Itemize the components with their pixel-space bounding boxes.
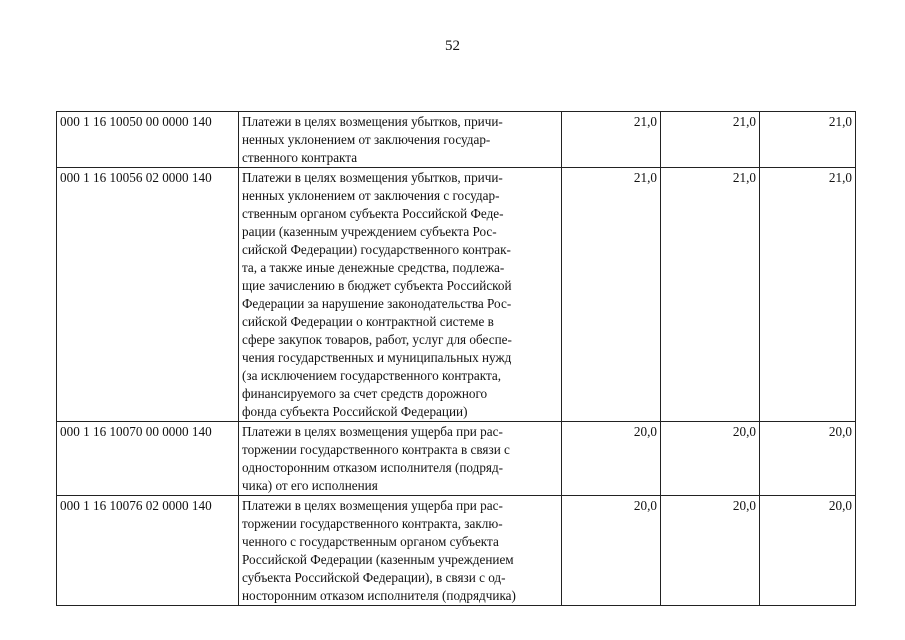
description-line: ственного контракта <box>242 150 358 165</box>
description-line: финансируемого за счет средств дорожного <box>242 386 488 401</box>
description-line: Платежи в целях возмещения убытков, причи- <box>242 114 503 129</box>
description-line: фонда субъекта Российской Федерации) <box>242 404 468 419</box>
description-line: ненных уклонением от заключения государ- <box>242 132 491 147</box>
description-line: Платежи в целях возмещения ущерба при рас- <box>242 424 503 439</box>
amount-year-3: 20,0 <box>760 496 856 606</box>
description-line: рации (казенным учреждением субъекта Рос- <box>242 224 497 239</box>
amount-year-1: 21,0 <box>562 112 661 168</box>
table-row <box>57 496 856 606</box>
revenue-code: 000 1 16 10070 00 0000 140 <box>57 422 239 496</box>
amount-year-3: 21,0 <box>760 168 856 422</box>
amount-year-3: 20,0 <box>760 422 856 496</box>
description-line: ненных уклонением от заключения с государ- <box>242 188 500 203</box>
description-line: ченного с государственным органом субъекта <box>242 534 499 549</box>
table-row <box>57 422 856 496</box>
description-line: (за исключением государственного контракта, <box>242 368 502 383</box>
revenue-description <box>239 168 562 422</box>
page-number: 52 <box>445 38 460 54</box>
amount-year-2: 20,0 <box>661 422 760 496</box>
budget-table <box>56 111 856 606</box>
table-row <box>57 112 856 168</box>
description-line: Платежи в целях возмещения убытков, причи- <box>242 170 503 185</box>
description-line: щие зачислению в бюджет субъекта Российской <box>242 278 512 293</box>
description-line: Платежи в целях возмещения ущерба при рас- <box>242 498 503 513</box>
description-line: чика) от его исполнения <box>242 478 378 493</box>
description-line: носторонним отказом исполнителя (подрядчика) <box>242 588 516 603</box>
revenue-code: 000 1 16 10076 02 0000 140 <box>57 496 239 606</box>
revenue-code: 000 1 16 10056 02 0000 140 <box>57 168 239 422</box>
revenue-description <box>239 112 562 168</box>
description-line: односторонним отказом исполнителя (подряд- <box>242 460 504 475</box>
amount-year-1: 20,0 <box>562 496 661 606</box>
table-body <box>57 112 856 606</box>
revenue-description <box>239 422 562 496</box>
revenue-code: 000 1 16 10050 00 0000 140 <box>57 112 239 168</box>
description-line: Российской Федерации (казенным учреждением <box>242 552 514 567</box>
amount-year-2: 21,0 <box>661 168 760 422</box>
table-row <box>57 168 856 422</box>
description-line: сфере закупок товаров, работ, услуг для обеспе- <box>242 332 512 347</box>
description-line: та, а также иные денежные средства, подлежа- <box>242 260 505 275</box>
amount-year-2: 20,0 <box>661 496 760 606</box>
amount-year-1: 21,0 <box>562 168 661 422</box>
description-line: сийской Федерации о контрактной системе в <box>242 314 494 329</box>
amount-year-2: 21,0 <box>661 112 760 168</box>
description-line: сийской Федерации) государственного контрак- <box>242 242 511 257</box>
amount-year-3: 21,0 <box>760 112 856 168</box>
description-line: чения государственных и муниципальных нужд <box>242 350 512 365</box>
description-line: субъекта Российской Федерации), в связи с од- <box>242 570 506 585</box>
description-line: торжении государственного контракта в связи с <box>242 442 510 457</box>
description-line: Федерации за нарушение законодательства Рос- <box>242 296 512 311</box>
description-line: ственным органом субъекта Российской Феде- <box>242 206 504 221</box>
revenue-description <box>239 496 562 606</box>
amount-year-1: 20,0 <box>562 422 661 496</box>
description-line: торжении государственного контракта, заклю- <box>242 516 503 531</box>
